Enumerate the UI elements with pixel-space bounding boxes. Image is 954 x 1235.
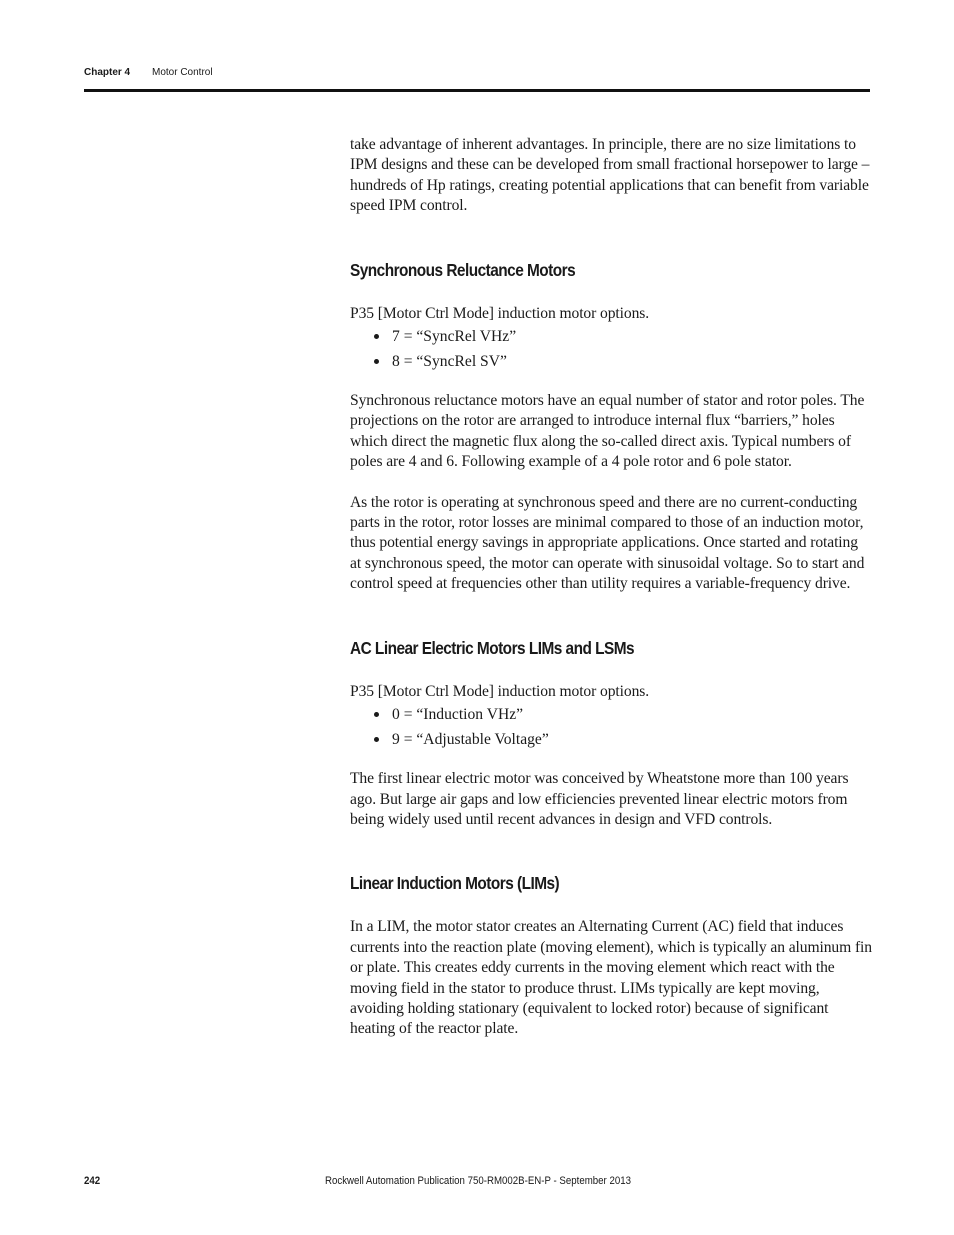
list-item	[350, 727, 872, 752]
synchronous-options-list	[350, 324, 872, 374]
heading-ac-linear: AC Linear Electric Motors LIMs and LSMs	[350, 637, 635, 658]
heading-synchronous-reluctance: Synchronous Reluctance Motors	[350, 259, 576, 280]
header-rule	[84, 89, 870, 92]
chapter-title: Motor Control	[152, 67, 213, 78]
page-number: 242	[84, 1175, 101, 1187]
list-item	[350, 702, 872, 727]
synchronous-paragraph-1: Synchronous reluctance motors have an equal number of stator and rotor poles. The projections on the rotor are arranged to introduce internal flux “barriers,” holes which direct the magnetic flux along the so-called direct axis. Typical numbers of poles are 4 and 6. Following example of a 4 pole rotor and 6 pole stator.	[350, 392, 865, 471]
running-header	[84, 67, 213, 78]
ac-linear-paragraph-1: The first linear electric motor was conceived by Wheatstone more than 100 years ago. But large air gaps and low efficiencies prevented linear electric motors from being widely used until recent advances in design and VFD controls.	[350, 770, 849, 828]
main-content	[350, 135, 872, 1040]
option-text: 7 = “SyncRel VHz”	[392, 328, 517, 346]
ac-linear-options-intro: P35 [Motor Ctrl Mode] induction motor options.	[350, 682, 650, 700]
chapter-label: Chapter 4	[84, 67, 131, 78]
ac-linear-options-list	[350, 702, 872, 752]
publication-footer: Rockwell Automation Publication 750-RM002B-EN-P - September 2013	[325, 1175, 631, 1187]
list-item	[350, 349, 872, 374]
lims-paragraph-1: In a LIM, the motor stator creates an Alternating Current (AC) field that induces currents into the reaction plate (moving element), which is typically an aluminum fin or plate. This creates eddy currents in the moving element which react with the moving field in the stator to produce thrust. LIMs typically are kept moving, avoiding holding stationary (equivalent to locked rotor) because of significant heating of the reactor plate.	[350, 918, 872, 1038]
synchronous-paragraph-2: As the rotor is operating at synchronous speed and there are no current-conducting parts in the rotor, rotor losses are minimal compared to those of an induction motor, thus potential energy savings in appropriate applications. Once started and rotating at synchronous speed, the motor can operate with sinusoidal voltage. So to start and control speed at frequencies other than utility requires a variable-frequency drive.	[350, 493, 865, 593]
intro-paragraph: take advantage of inherent advantages. In principle, there are no size limitations to IPM designs and these can be developed from small fractional horsepower to large – hundreds of Hp ratings, creating potential applications that can benefit from variable speed IPM control.	[350, 136, 870, 215]
option-text: 8 = “SyncRel SV”	[392, 353, 507, 371]
option-text: 0 = “Induction VHz”	[392, 706, 524, 724]
bullet-icon	[374, 712, 379, 717]
list-item	[350, 324, 872, 349]
synchronous-options-intro: P35 [Motor Ctrl Mode] induction motor options.	[350, 304, 650, 322]
option-text: 9 = “Adjustable Voltage”	[392, 731, 549, 749]
bullet-icon	[374, 359, 379, 364]
bullet-icon	[374, 334, 379, 339]
heading-lims: Linear Induction Motors (LIMs)	[350, 873, 560, 894]
bullet-icon	[374, 737, 379, 742]
